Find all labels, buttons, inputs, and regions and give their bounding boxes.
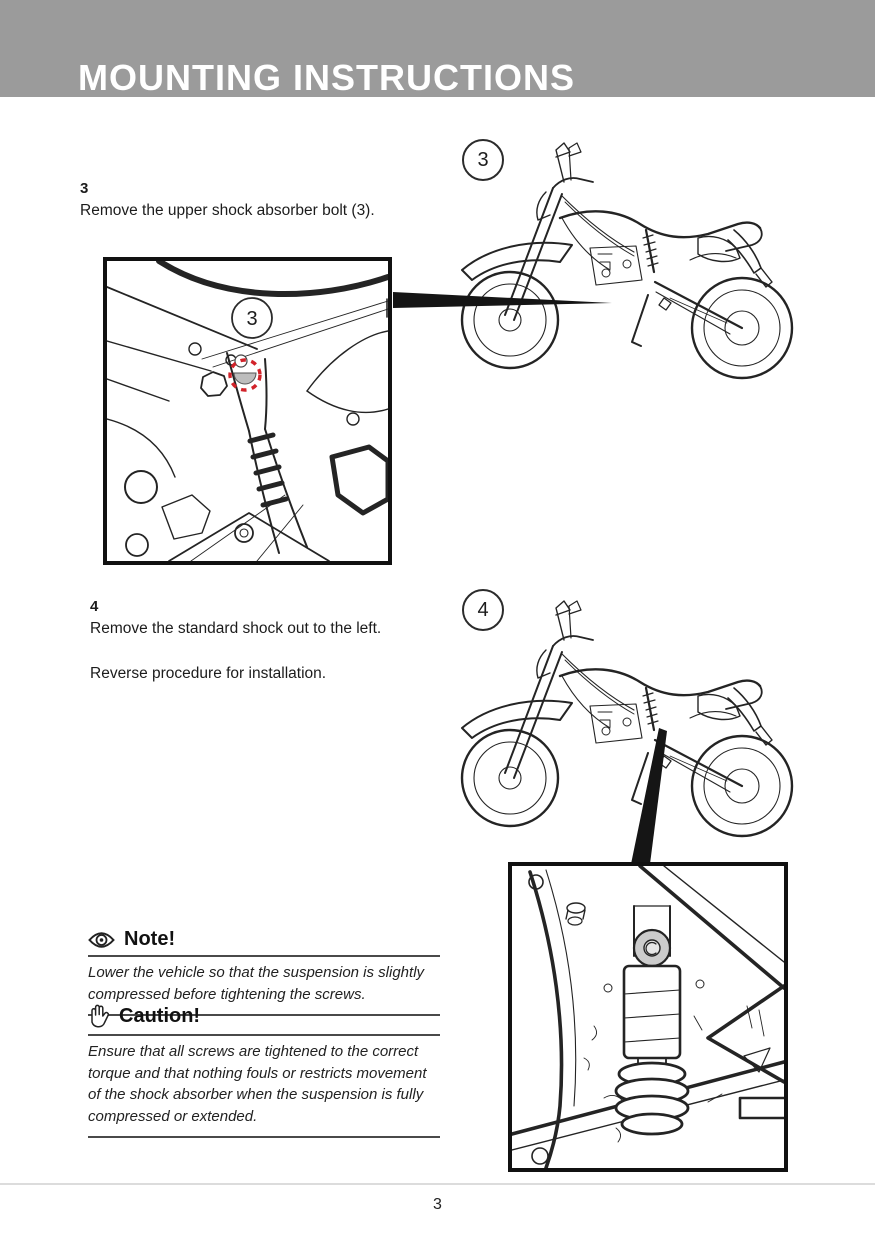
eye-icon [88, 931, 115, 949]
detail-view-step3 [103, 257, 392, 565]
step-3-number: 3 [80, 180, 89, 197]
figure-3-label-text: 3 [477, 148, 489, 171]
note-heading: Note! [124, 928, 176, 950]
step-3-instructions [80, 178, 440, 222]
caution-heading: Caution! [119, 1005, 201, 1027]
step-4-number: 4 [90, 598, 99, 615]
shock-body [624, 966, 680, 1058]
shock-spring [616, 1063, 688, 1134]
detail-drawing-step3 [107, 261, 388, 561]
step-3-text: Remove the upper shock absorber bolt (3). [80, 202, 375, 219]
figure-4-label-text: 4 [477, 598, 489, 621]
note-body: Lower the vehicle so that the suspension is slightly compressed before tightening the screws. [88, 957, 440, 1016]
caution-body: Ensure that all screws are tightened to the correct torque and that nothing fouls or restricts movement of the shock absorber when the suspension is fully compressed or extended. [88, 1036, 440, 1138]
page-title: MOUNTING INSTRUCTIONS [78, 57, 575, 98]
detail-view-step4 [508, 862, 788, 1172]
caution-block [88, 1003, 440, 1138]
motorcycle-illustration-step4 [450, 588, 810, 838]
detail-drawing-step4 [512, 866, 784, 1168]
step-4-instructions [90, 596, 390, 685]
figure-3-label [462, 139, 504, 181]
figure-4-label [462, 589, 504, 631]
caution-heading-row [88, 1003, 440, 1036]
step-4-extra-text: Reverse procedure for installation. [90, 665, 327, 682]
header-bar [0, 0, 875, 97]
hand-icon [88, 1003, 110, 1030]
footer-divider [0, 1183, 875, 1185]
detail-3-label-text: 3 [246, 308, 258, 330]
page-number: 3 [433, 1196, 442, 1213]
note-heading-row [88, 928, 440, 957]
step-4-text: Remove the standard shock out to the left. [90, 620, 382, 637]
motorcycle-illustration-step3 [450, 130, 810, 380]
bolt-head [234, 373, 256, 384]
